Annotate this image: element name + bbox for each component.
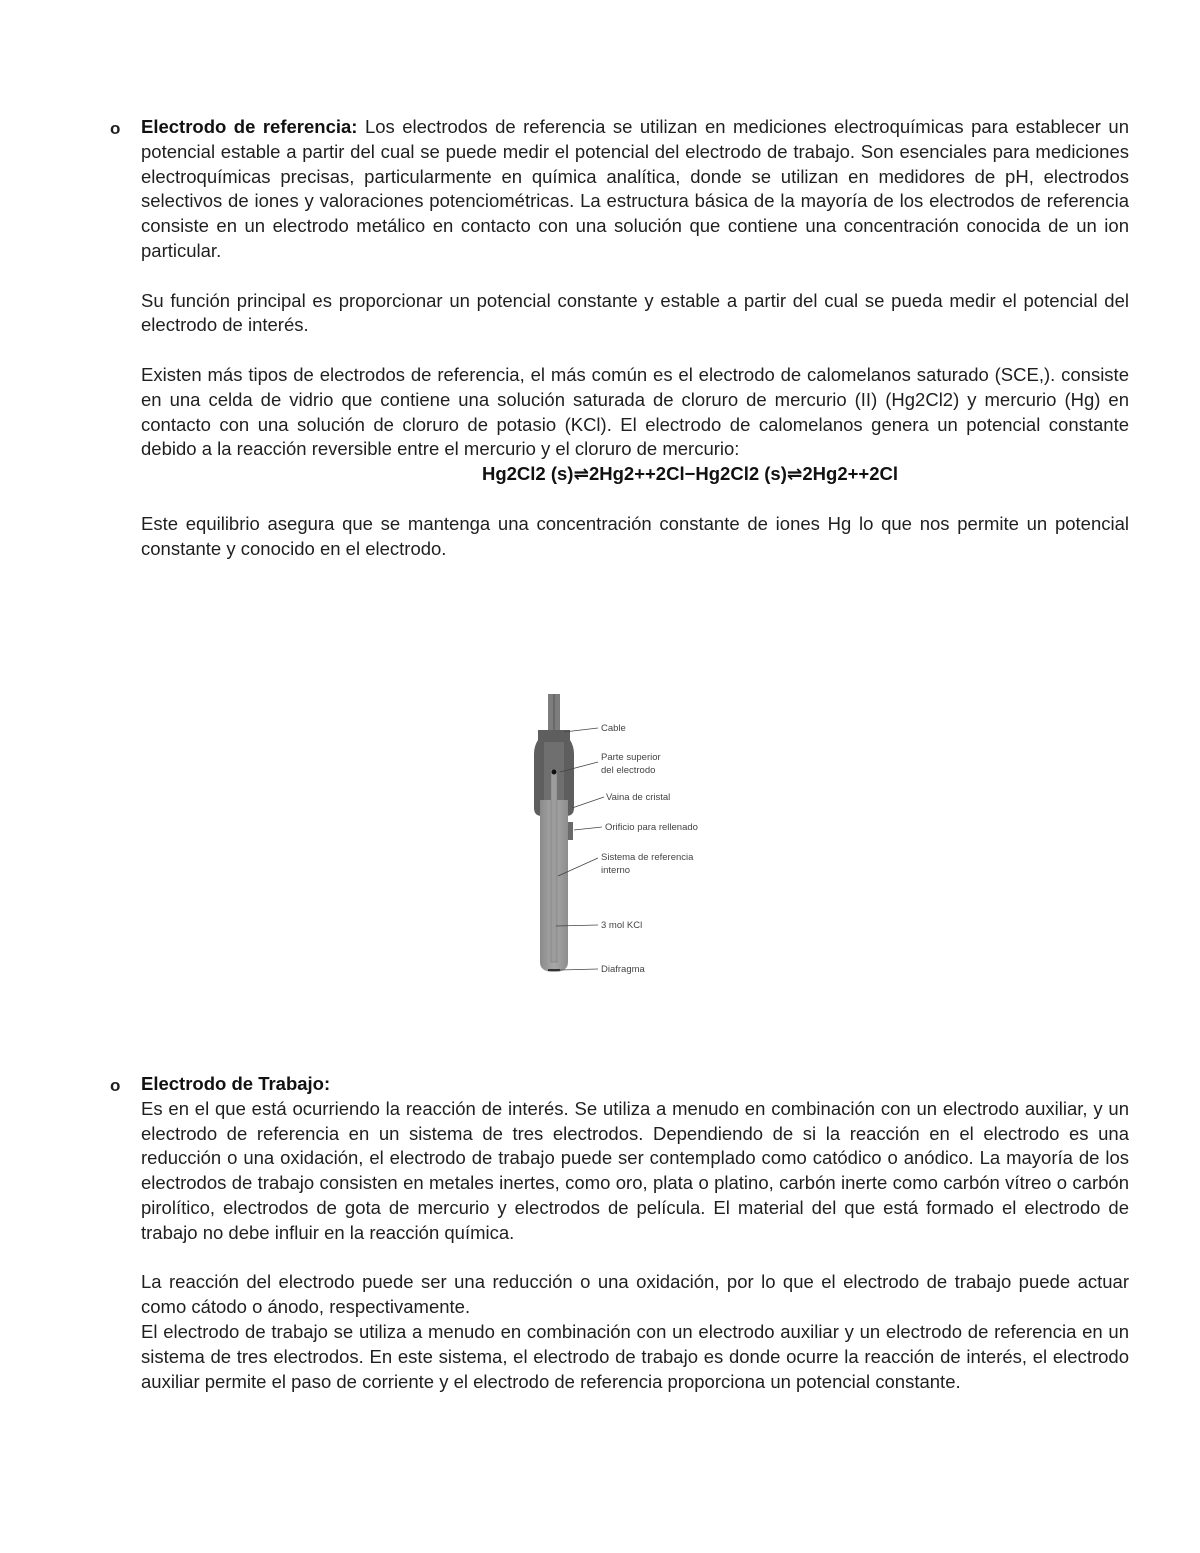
section-content — [141, 1072, 1129, 1394]
paragraph: Es en el que está ocurriendo la reacción de interés. Se utiliza a menudo en combinación con un electrodo auxiliar, y un electrodo de referencia en un sistema de tres electrodos. Dependiendo de si la reacción en el electrodo es una reducción o una oxidación, el electrodo de trabajo puede ser contemplado como catódico o anódico. La mayoría de los electrodos de trabajo consisten en metales inertes, como oro, plata o platino, carbón inerte como carbón vítreo o carbón pirolítico, electrodos de gota de mercurio y electrodos de película. El material del que está formado el electrodo de trabajo no debe influir en la reacción química. — [141, 1097, 1129, 1243]
label-diaphragm: Diafragma — [601, 964, 645, 975]
section-heading: Electrodo de referencia: — [141, 116, 358, 137]
inner-reference-tube — [551, 770, 557, 962]
paragraph: Existen más tipos de electrodos de referencia, el más común es el electrodo de calomelanos saturado (SCE,). consiste en una celda de vidrio que contiene una solución saturada de cloruro de mercurio (II) (Hg2Cl2) y mercurio (Hg) en contacto con una solución de cloruro de potasio (KCl). El electrodo de calomelanos genera un potencial constante debido a la reacción reversible entre el mercurio y el cloruro de mercurio: — [141, 363, 1129, 460]
refill-hole — [568, 822, 573, 840]
label-kcl: 3 mol KCl — [601, 920, 643, 931]
leader-hole — [574, 827, 602, 830]
section-content — [141, 115, 1129, 561]
bullet-marker: o — [110, 1076, 121, 1095]
leader-diaphragm — [560, 969, 598, 970]
leader-sheath — [572, 797, 604, 808]
paragraph — [141, 115, 1129, 264]
paragraph: Este equilibrio asegura que se mantenga una concentración constante de iones Hg lo que nos permite un potencial constante y conocido en el electrodo. — [141, 512, 1129, 559]
paragraph: Su función principal es proporcionar un potencial constante y estable a partir del cual se pueda medir el potencial del electrodo de interés. — [141, 289, 1129, 336]
electrode-diagram — [520, 690, 740, 980]
paragraph: El electrodo de trabajo se utiliza a menudo en combinación con un electrodo auxiliar y un electrodo de referencia en un sistema de tres electrodos. En este sistema, el electrodo de trabajo es donde ocurre la reacción de interés, el electrodo auxiliar permite el paso de corriente y el electrodo de referencia proporciona un potencial constante. — [141, 1320, 1129, 1392]
label-cable: Cable — [601, 723, 626, 734]
chemical-equation: Hg2Cl2 (s)⇌2Hg2++2Cl−Hg2Cl2 (s)⇌2Hg2++2Cl — [481, 463, 899, 485]
paragraph: La reacción del electrodo puede ser una reducción o una oxidación, por lo que el electrodo de trabajo puede actuar como cátodo o ánodo, respectivamente. — [141, 1271, 1129, 1318]
label-top-line2: del electrodo — [601, 765, 656, 776]
reference-contact-dot — [552, 770, 557, 775]
label-sheath: Vaina de cristal — [606, 792, 671, 803]
label-refill-hole: Orificio para rellenado — [605, 822, 698, 833]
label-top-line1: Parte superior — [601, 752, 661, 763]
label-reference-line2: interno — [601, 865, 631, 876]
section-heading: Electrodo de Trabajo: — [141, 1073, 331, 1094]
electrode-svg — [520, 690, 740, 980]
paragraph-text: Los electrodos de referencia se utilizan en mediciones electroquímicas para establecer un potencial estable a partir del cual se puede medir el potencial del electrodo de trabajo. Son esenciales para mediciones electroquímicas precisas, particularmente en química analítica, donde se utilizan en medidores de pH, electrodos selectivos de iones y valoraciones potenciométricas. La estructura básica de la mayoría de los electrodos de referencia consiste en un electrodo metálico en contacto con una solución que contiene una concentración conocida de un ion particular. — [141, 116, 1129, 261]
label-reference-line1: Sistema de referencia — [601, 852, 694, 863]
paragraph — [141, 1072, 1129, 1097]
bullet-marker: o — [110, 119, 121, 138]
